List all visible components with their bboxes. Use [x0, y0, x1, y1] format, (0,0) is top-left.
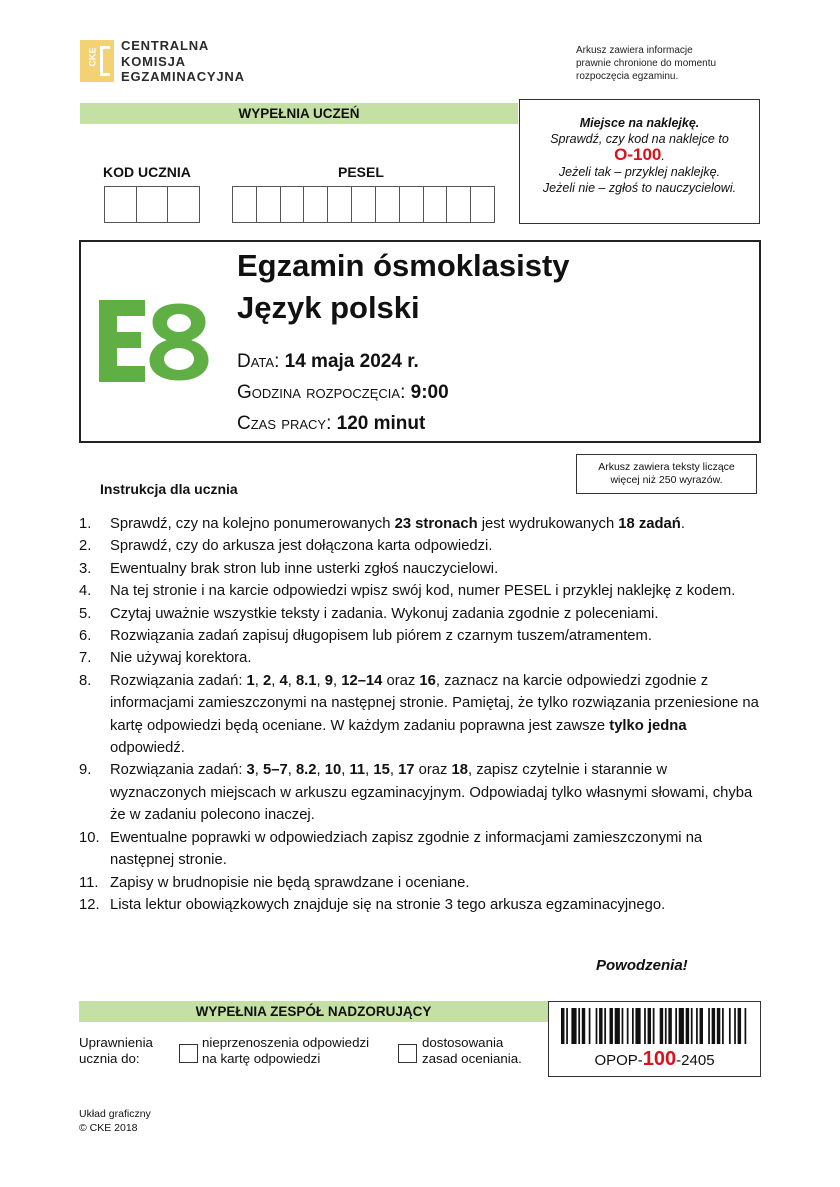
sheet-code-number: 100 [642, 1048, 677, 1070]
sheet-code-suffix: -2405 [676, 1052, 715, 1069]
instruction-item [79, 513, 759, 535]
instruction-fragment: , [287, 672, 296, 689]
instruction-text [110, 513, 759, 535]
rights-label-line: Uprawnienia [79, 1035, 153, 1050]
instruction-fragment: , [341, 762, 350, 779]
instruction-number: 8. [79, 672, 92, 689]
instruction-fragment: Ewentualny brak stron lub inne usterki zgłoś nauczycielowi. [110, 560, 499, 577]
instruction-text [110, 872, 759, 894]
instruction-fragment: odpowiedź. [110, 740, 185, 757]
notice-line: Arkusz zawiera informacje [576, 45, 693, 56]
instruction-emphasis: 11 [349, 762, 366, 779]
barcode-bar [627, 1008, 629, 1044]
exam-date [237, 346, 419, 377]
instruction-emphasis: 8.1 [295, 672, 317, 689]
barcode-bar [717, 1008, 720, 1044]
digit-box[interactable] [233, 187, 257, 222]
instruction-fragment: Na tej stronie i na karcie odpowiedzi wpisz swój kod, numer PESEL i przyklej naklejkę z kodem. [110, 583, 736, 600]
start-value: 9:00 [410, 382, 449, 403]
footer [79, 1108, 151, 1135]
instruction-fragment: jest wydrukowanych [477, 516, 619, 532]
instruction-text [110, 759, 759, 826]
barcode-bar [561, 1008, 564, 1044]
instruction-number: 1. [79, 516, 92, 532]
instruction-item [79, 535, 759, 557]
word-count-line: więcej niż 250 wyrazów. [610, 474, 723, 486]
instruction-fragment: , [365, 762, 374, 779]
option-label-line: nieprzenoszenia odpowiedzi [202, 1035, 370, 1050]
sticker-code: O-100 [614, 145, 662, 164]
pesel-boxes[interactable] [232, 186, 495, 223]
instruction-emphasis: 2 [263, 672, 272, 689]
barcode-bar [738, 1008, 741, 1044]
student-code-boxes[interactable] [104, 186, 200, 223]
barcode-bar [653, 1008, 655, 1044]
instruction-item [79, 670, 759, 760]
instructions-title: Instrukcja dla ucznia [100, 481, 238, 497]
instruction-text [110, 647, 759, 669]
instruction-fragment: , [316, 672, 325, 689]
sticker-placeholder [519, 99, 760, 224]
sticker-check-text: Sprawdź, czy kod na naklejce to [550, 132, 729, 146]
pesel-label: PESEL [338, 164, 384, 180]
notice-line: prawnie chronione do momentu [576, 58, 717, 69]
adjusted-grading-label [422, 1035, 522, 1067]
instruction-number: 11. [79, 874, 99, 891]
sticker-title: Miejsce na naklejkę. [579, 116, 700, 130]
instruction-fragment: Sprawdź, czy na kolejno ponumerowanych [110, 516, 395, 532]
supervisors-fill-band: WYPEŁNIA ZESPÓŁ NADZORUJĄCY [79, 1001, 548, 1022]
exam-title: Egzamin ósmoklasisty [237, 248, 570, 283]
instruction-number: 9. [79, 762, 92, 779]
instruction-emphasis: 8.2 [295, 762, 317, 779]
legal-notice [576, 44, 716, 83]
instruction-emphasis: 1 [246, 672, 255, 689]
instruction-emphasis: 18 zadań [618, 516, 681, 532]
e8-logo-icon [97, 298, 215, 384]
instruction-emphasis: 9 [324, 672, 333, 689]
instruction-fragment: , zapisz czytelnie i starannie w wyznaczonych miejscach w arkuszu egzaminacyjnym. Odpowiadaj tylko własnymi słowami, chyba że w zadaniu polecono inaczej. [110, 762, 753, 824]
instruction-text [110, 558, 759, 580]
digit-box[interactable] [304, 187, 328, 222]
exam-title-box [79, 240, 761, 443]
barcode-bar [622, 1008, 624, 1044]
instruction-number: 7. [79, 650, 92, 667]
footer-line: © CKE 2018 [79, 1121, 138, 1134]
digit-box[interactable] [424, 187, 448, 222]
barcode-bar [632, 1008, 634, 1044]
instruction-item [79, 827, 759, 872]
instruction-emphasis: 4 [279, 672, 288, 689]
instruction-emphasis: 10 [324, 762, 342, 779]
instruction-item [79, 647, 759, 669]
adjusted-grading-checkbox[interactable] [398, 1044, 417, 1063]
barcode-bar [635, 1008, 640, 1044]
instruction-text [110, 603, 759, 625]
digit-box[interactable] [447, 187, 471, 222]
instruction-text [110, 894, 759, 916]
barcode-bar [582, 1008, 585, 1044]
instruction-item [79, 894, 759, 916]
barcode-bar [708, 1008, 710, 1044]
instruction-number: 6. [79, 628, 92, 645]
instruction-number: 12. [79, 896, 100, 913]
barcode-icon [561, 1008, 748, 1044]
instruction-fragment: , [333, 672, 342, 689]
instruction-fragment: , [271, 672, 280, 689]
rights-label-line: ucznia do: [79, 1051, 140, 1066]
barcode-bar [696, 1008, 698, 1044]
barcode-bar [609, 1008, 612, 1044]
barcode-bar [700, 1008, 703, 1044]
instruction-item [79, 872, 759, 894]
instruction-fragment: , [287, 762, 296, 779]
barcode-bar [589, 1008, 591, 1044]
barcode-bar [679, 1008, 684, 1044]
digit-box[interactable] [400, 187, 424, 222]
instruction-text [110, 827, 759, 872]
sticker-no-text: Jeżeli nie – zgłoś to nauczycielowi. [542, 181, 737, 195]
duration-value: 120 minut [336, 413, 426, 434]
instruction-fragment: Lista lektur obowiązkowych znajduje się na stronie 3 tego arkusza egzaminacyjnego. [110, 896, 666, 913]
option-label-line: na kartę odpowiedzi [202, 1051, 321, 1066]
instruction-fragment: Sprawdź, czy do arkusza jest dołączona karta odpowiedzi. [110, 538, 493, 555]
instruction-fragment: Rozwiązania zadań: [110, 672, 247, 689]
notice-line: rozpoczęcia egzaminu. [576, 71, 679, 82]
instruction-item [79, 759, 759, 826]
exam-duration [237, 408, 425, 439]
instruction-text [110, 535, 759, 557]
student-code-label: KOD UCZNIA [103, 164, 191, 180]
digit-box[interactable] [352, 187, 376, 222]
instruction-number: 2. [79, 538, 92, 555]
date-value: 14 maja 2024 [284, 351, 402, 372]
sticker-yes-text: Jeżeli tak – przyklej naklejkę. [558, 165, 721, 179]
instruction-fragment: , [389, 762, 399, 779]
word-count-line: Arkusz zawiera teksty liczące [598, 461, 735, 473]
instruction-emphasis: 18 [451, 762, 469, 779]
digit-box[interactable] [471, 187, 494, 222]
instruction-text [110, 580, 759, 602]
cke-name-line: CENTRALNA [121, 38, 210, 53]
word-count-notice [576, 454, 757, 494]
instruction-emphasis: 3 [246, 762, 255, 779]
start-label: Godzina rozpoczęcia: [237, 382, 406, 403]
footer-line: Układ graficzny [79, 1108, 151, 1120]
barcode-bar [615, 1008, 620, 1044]
cke-logo-abbr: CKE [87, 47, 98, 67]
instruction-item [79, 558, 759, 580]
instruction-emphasis: 15 [373, 762, 390, 779]
instruction-emphasis: 23 stronach [394, 516, 478, 532]
barcode-bar [712, 1008, 715, 1044]
exam-start-time [237, 377, 449, 408]
instruction-fragment: Ewentualne poprawki w odpowiedziach zapisz zgodnie z informacjami zamieszczonymi na następnej stronie. [110, 829, 703, 869]
good-luck-text: Powodzenia! [596, 957, 688, 974]
instruction-item [79, 625, 759, 647]
barcode-bar [665, 1008, 667, 1044]
instruction-fragment: oraz [382, 672, 420, 689]
barcode-bar [566, 1008, 568, 1044]
barcode-bar [648, 1008, 651, 1044]
instruction-item [79, 580, 759, 602]
barcode-bar [599, 1008, 602, 1044]
instruction-fragment: Rozwiązania zadań: [110, 762, 247, 779]
digit-box[interactable] [168, 187, 199, 222]
date-label: Data: [237, 351, 280, 372]
cke-name [121, 38, 245, 85]
barcode-box [548, 1001, 761, 1077]
instruction-item [79, 603, 759, 625]
barcode-bar [729, 1008, 731, 1044]
instruction-fragment: Nie używaj korektora. [110, 650, 252, 667]
barcode-bar [668, 1008, 671, 1044]
digit-box[interactable] [105, 187, 137, 222]
digit-box[interactable] [137, 187, 169, 222]
instruction-fragment: , zaznacz na karcie odpowiedzi zgodnie z informacjami zamieszczonymi na następnej stronie. Pamiętaj, że tylko rozwiązania przeniesione na kartę odpowiedzi będą oceniane. W każdym zadaniu poprawna jest zawsze [110, 672, 759, 734]
instruction-emphasis: tylko jedna [609, 717, 687, 734]
instruction-fragment: , [254, 672, 264, 689]
instruction-fragment: , [254, 762, 264, 779]
barcode-bar [686, 1008, 689, 1044]
instruction-emphasis: 17 [398, 762, 415, 779]
instruction-number: 4. [79, 583, 92, 600]
cke-name-line: EGZAMINACYJNA [121, 69, 245, 84]
instruction-fragment: . [680, 516, 685, 532]
student-fill-band: WYPEŁNIA UCZEŃ [80, 103, 518, 124]
instruction-emphasis: 12–14 [341, 672, 383, 689]
barcode-bar [675, 1008, 677, 1044]
barcode-bar [745, 1008, 747, 1044]
instruction-fragment: Zapisy w brudnopisie nie będą sprawdzane i oceniane. [110, 874, 470, 891]
barcode-bar [578, 1008, 580, 1044]
instruction-text [110, 670, 759, 760]
barcode-bar [660, 1008, 663, 1044]
digit-box[interactable] [257, 187, 281, 222]
barcode-bar [722, 1008, 724, 1044]
instruction-emphasis: 5–7 [263, 762, 288, 779]
instruction-number: 5. [79, 605, 92, 622]
sheet-code [549, 1048, 760, 1071]
option-label-line: zasad oceniania. [422, 1051, 522, 1066]
instruction-emphasis: 16 [419, 672, 436, 689]
barcode-bar [596, 1008, 598, 1044]
no-transfer-checkbox[interactable] [179, 1044, 198, 1063]
cke-name-line: KOMISJA [121, 53, 186, 69]
barcode-bar [691, 1008, 693, 1044]
digit-box[interactable] [281, 187, 305, 222]
instruction-fragment: Czytaj uważnie wszystkie teksty i zadania. Wykonuj zadania zgodnie z poleceniami. [110, 605, 659, 622]
instructions-list [79, 513, 759, 916]
instruction-fragment: oraz [414, 762, 452, 779]
instruction-text [110, 625, 759, 647]
digit-box[interactable] [328, 187, 352, 222]
barcode-bar [734, 1008, 736, 1044]
digit-box[interactable] [376, 187, 400, 222]
no-transfer-label [202, 1035, 369, 1067]
duration-label: Czas pracy: [237, 413, 332, 434]
sheet-code-prefix: OPOP- [594, 1052, 643, 1069]
instruction-fragment: Rozwiązania zadań zapisuj długopisem lub piórem z czarnym tuszem/atramentem. [110, 628, 652, 645]
sticker-code-suffix: . [661, 149, 665, 163]
barcode-bar [604, 1008, 606, 1044]
instruction-number: 10. [79, 829, 100, 846]
barcode-bar [571, 1008, 576, 1044]
exam-subject: Język polski [237, 290, 420, 325]
barcode-bar [644, 1008, 646, 1044]
instruction-number: 3. [79, 560, 92, 577]
instruction-fragment: , [316, 762, 325, 779]
option-label-line: dostosowania [422, 1035, 504, 1050]
rights-label [79, 1035, 153, 1067]
date-suffix: r. [407, 351, 419, 372]
cke-logo-icon [80, 40, 114, 82]
